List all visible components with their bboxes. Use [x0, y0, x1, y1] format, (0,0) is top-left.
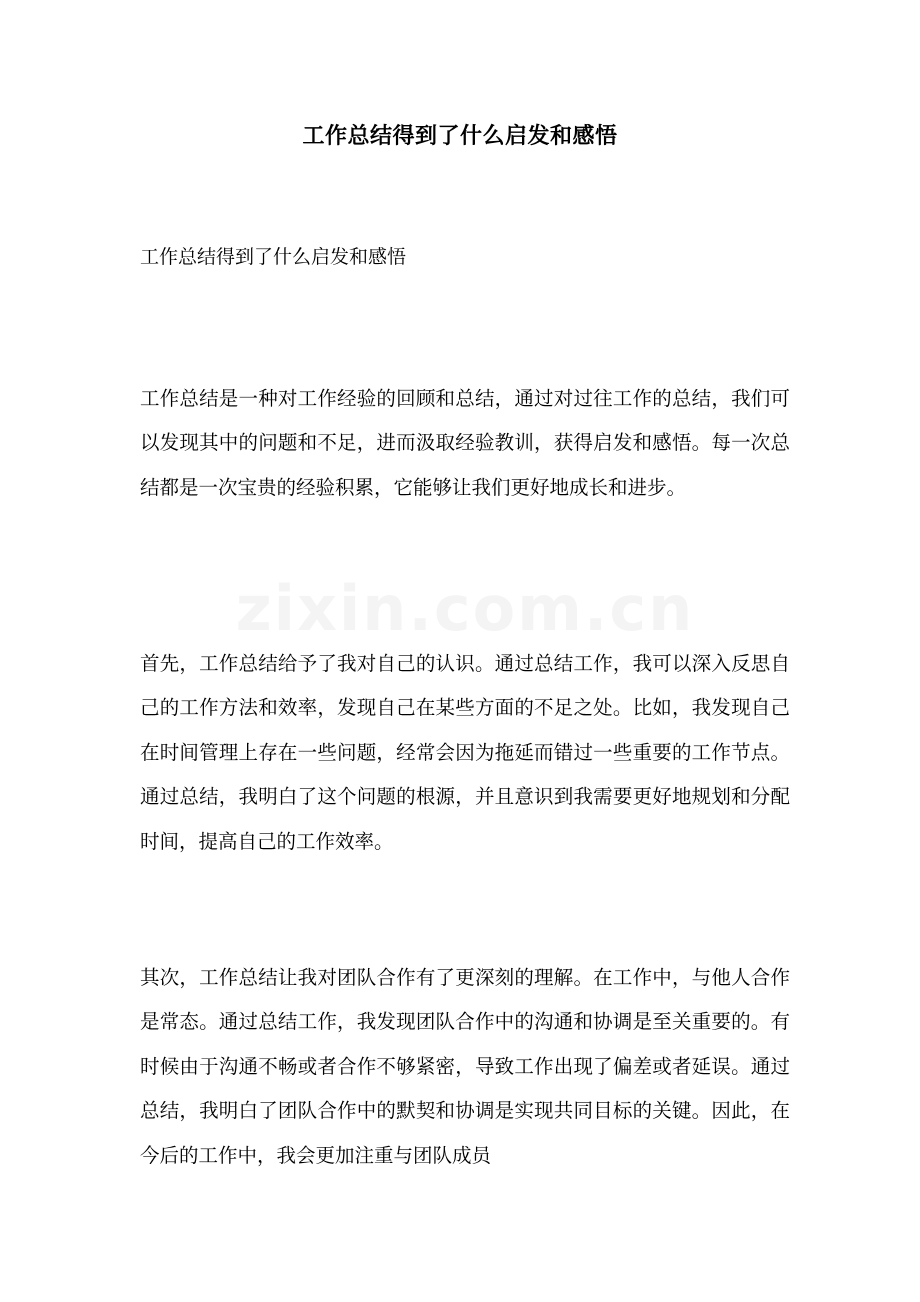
paragraph-teamwork: 其次，工作总结让我对团队合作有了更深刻的理解。在工作中，与他人合作是常态。通过总结工作，我发现团队合作中的沟通和协调是至关重要的。有时候由于沟通不畅或者合作不够紧密，导致工作出现了偏差或者延误。通过总结，我明白了团队合作中的默契和协调是实现共同目标的关键。因此，在今后的工作中，我会更加注重与团队成员 [140, 965, 790, 1167]
document-subtitle: 工作总结得到了什么启发和感悟 [140, 246, 407, 268]
paragraph-intro: 工作总结是一种对工作经验的回顾和总结，通过对过往工作的总结，我们可以发现其中的问题和不足，进而汲取经验教训，获得启发和感悟。每一次总结都是一次宝贵的经验积累，它能够让我们更好地成长和进步。 [140, 386, 790, 499]
watermark-text: zixin.com.cn [235, 572, 695, 645]
paragraph-self-awareness: 首先，工作总结给予了我对自己的认识。通过总结工作，我可以深入反思自己的工作方法和效率，发现自己在某些方面的不足之处。比如，我发现自己在时间管理上存在一些问题，经常会因为拖延而错过一些重要的工作节点。通过总结，我明白了这个问题的根源，并且意识到我需要更好地规划和分配时间，提高自己的工作效率。 [140, 651, 790, 853]
document-title: 工作总结得到了什么启发和感悟 [302, 123, 618, 149]
